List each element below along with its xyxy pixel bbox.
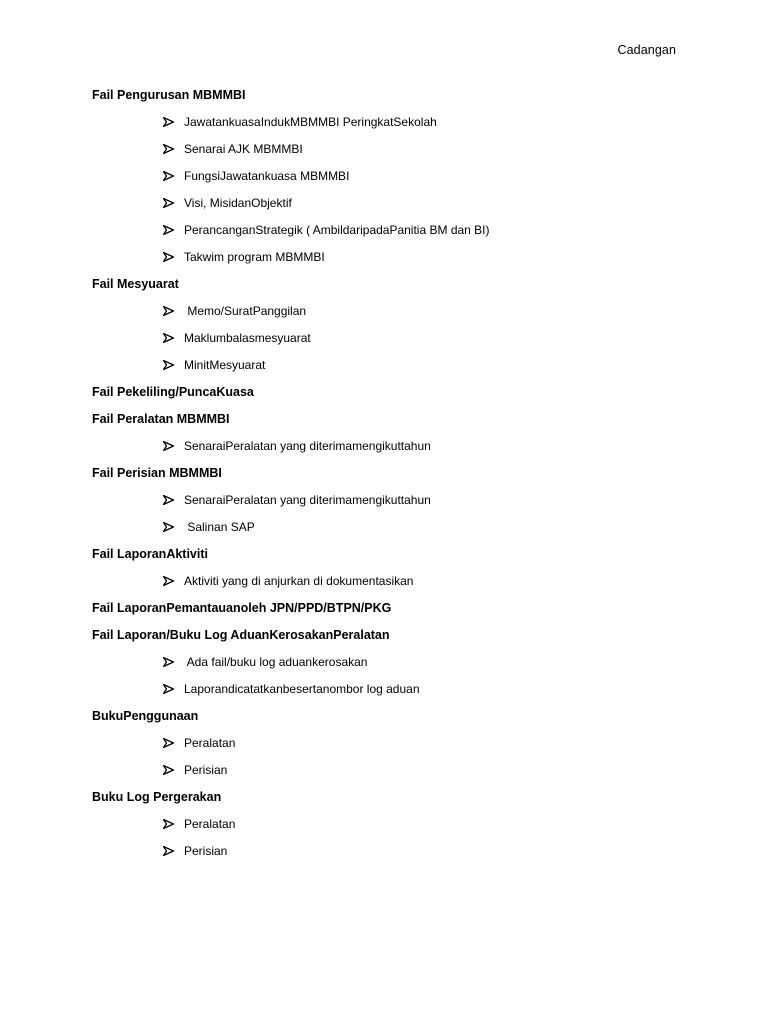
list-item [92, 518, 692, 536]
section-heading: Buku Log Pergerakan [92, 790, 222, 804]
arrowhead-bullet-icon [162, 680, 174, 698]
list-item [92, 140, 692, 158]
list-item [92, 842, 692, 860]
list-item [92, 653, 692, 671]
list-item-text: PerancanganStrategik ( AmbildaripadaPanitia BM dan BI) [184, 223, 490, 237]
list-item-text: Visi, MisidanObjektif [184, 196, 292, 210]
list-item-text: JawatankuasaIndukMBMMBI PeringkatSekolah [184, 115, 437, 129]
list-item [92, 194, 692, 212]
list-item-text: Takwim program MBMMBI [184, 250, 325, 264]
arrowhead-bullet-icon [162, 653, 174, 671]
list-item-text: Perisian [184, 763, 228, 777]
arrowhead-bullet-icon [162, 194, 174, 212]
arrowhead-bullet-icon [162, 815, 174, 833]
list-item [92, 113, 692, 131]
section-heading: Fail Perisian MBMMBI [92, 466, 222, 480]
section-heading: Fail LaporanPemantauanoleh JPN/PPD/BTPN/PKG [92, 601, 392, 615]
list-item [92, 248, 692, 266]
list-item-text: Memo/SuratPanggilan [184, 304, 307, 318]
section-heading: Fail LaporanAktiviti [92, 547, 208, 561]
list-item [92, 680, 692, 698]
arrowhead-bullet-icon [162, 221, 174, 239]
arrowhead-bullet-icon [162, 761, 174, 779]
arrowhead-bullet-icon [162, 518, 174, 536]
list-item [92, 491, 692, 509]
arrowhead-bullet-icon [162, 248, 174, 266]
section-heading: Fail Pekeliling/PuncaKuasa [92, 385, 254, 399]
arrowhead-bullet-icon [162, 842, 174, 860]
arrowhead-bullet-icon [162, 140, 174, 158]
list-item-text: Ada fail/buku log aduankerosakan [184, 655, 368, 669]
list-item-text: Peralatan [184, 817, 236, 831]
list-item [92, 437, 692, 455]
list-item-text: Aktiviti yang di anjurkan di dokumentasikan [184, 574, 414, 588]
list-item [92, 356, 692, 374]
list-item [92, 329, 692, 347]
arrowhead-bullet-icon [162, 356, 174, 374]
arrowhead-bullet-icon [162, 491, 174, 509]
list-item-text: MinitMesyuarat [184, 358, 266, 372]
header-label: Cadangan [617, 43, 676, 57]
list-item [92, 167, 692, 185]
list-item [92, 302, 692, 320]
arrowhead-bullet-icon [162, 329, 174, 347]
list-item-text: SenaraiPeralatan yang diterimamengikuttahun [184, 439, 431, 453]
list-item-text: Salinan SAP [184, 520, 255, 534]
list-item [92, 815, 692, 833]
list-item-text: Peralatan [184, 736, 236, 750]
section-heading: Fail Peralatan MBMMBI [92, 412, 230, 426]
arrowhead-bullet-icon [162, 572, 174, 590]
list-item [92, 734, 692, 752]
list-item-text: SenaraiPeralatan yang diterimamengikuttahun [184, 493, 431, 507]
list-item-text: Perisian [184, 844, 228, 858]
arrowhead-bullet-icon [162, 437, 174, 455]
list-item-text: Laporandicatatkanbesertanombor log aduan [184, 682, 420, 696]
list-item [92, 572, 692, 590]
arrowhead-bullet-icon [162, 113, 174, 131]
arrowhead-bullet-icon [162, 734, 174, 752]
document-content [92, 86, 692, 860]
arrowhead-bullet-icon [162, 302, 174, 320]
list-item [92, 761, 692, 779]
section-heading: Fail Mesyuarat [92, 277, 179, 291]
list-item [92, 221, 692, 239]
section-heading: Fail Laporan/Buku Log AduanKerosakanPeralatan [92, 628, 390, 642]
list-item-text: Maklumbalasmesyuarat [184, 331, 311, 345]
arrowhead-bullet-icon [162, 167, 174, 185]
section-heading: Fail Pengurusan MBMMBI [92, 88, 246, 102]
list-item-text: FungsiJawatankuasa MBMMBI [184, 169, 350, 183]
list-item-text: Senarai AJK MBMMBI [184, 142, 303, 156]
section-heading: BukuPenggunaan [92, 709, 199, 723]
